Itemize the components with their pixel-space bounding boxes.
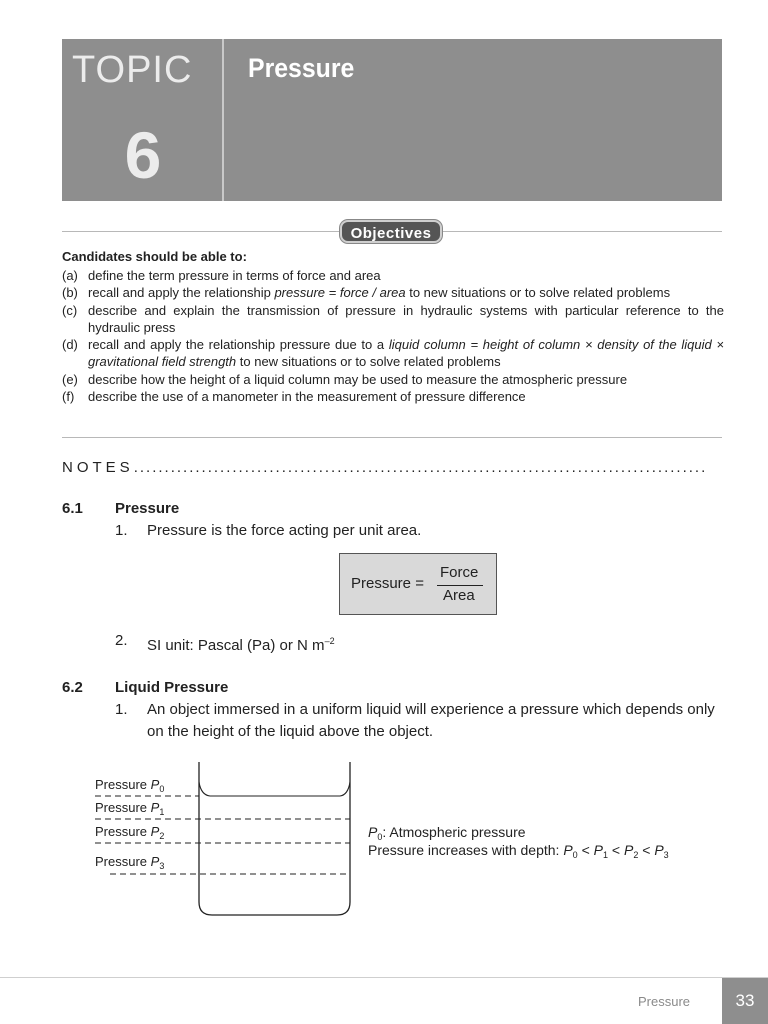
objective-label: (a) xyxy=(62,268,78,283)
formula-denominator: Area xyxy=(443,587,475,604)
notes-heading: NOTES............................................................................................. xyxy=(62,459,708,476)
pressure-label-p0: Pressure $P_0$ xyxy=(95,777,165,794)
objectives-intro: Candidates should be able to: xyxy=(62,249,247,264)
item-text: Pressure is the force acting per unit area. xyxy=(147,522,422,539)
objective-text: describe how the height of a liquid column may be used to measure the atmospheric pressure xyxy=(88,371,628,387)
objectives-end-rule xyxy=(62,437,722,438)
objective-text: define the term pressure in terms of force and area xyxy=(88,268,381,283)
note-item xyxy=(115,699,715,743)
page-number: 33 xyxy=(722,978,768,1024)
objective-item xyxy=(62,284,724,301)
item-text: An object immersed in a uniform liquid will experience a pressure which depends only on the height of the liquid above the object. xyxy=(147,701,715,740)
objective-item xyxy=(62,267,724,284)
footer-chapter: Pressure xyxy=(638,994,691,1009)
pressure-depth-note: Pressure increases with depth: $P_0 < P_1 < P_2 < P_3$ xyxy=(368,842,669,860)
objective-text: recall and apply the relationship pressure = force / area to new situations or to solve related problems xyxy=(88,285,671,301)
pressure-label-p3: Pressure $P_3$ xyxy=(95,854,165,871)
topic-word: TOPIC xyxy=(72,49,193,91)
objective-label: (f) xyxy=(62,389,75,405)
formula-label: Pressure = xyxy=(351,575,424,592)
topic-banner xyxy=(62,39,722,201)
section-title: Liquid Pressure xyxy=(115,679,229,696)
section-number: 6.2 xyxy=(62,679,83,696)
objective-text: recall and apply the relationship pressure due to a liquid column = height of column × density of the liquid × gravitational field strength to new situations or to solve related problems xyxy=(88,337,724,370)
fraction-bar xyxy=(437,585,483,586)
objective-item xyxy=(62,336,724,371)
objective-item xyxy=(62,388,724,405)
topic-number-panel xyxy=(62,39,224,201)
item-number: 1. xyxy=(115,701,128,718)
objective-label: (b) xyxy=(62,285,78,301)
objective-item xyxy=(62,302,724,337)
footer-rule xyxy=(0,977,768,978)
objective-label: (d) xyxy=(62,337,78,353)
atmospheric-pressure-note: $P_0$: Atmospheric pressure xyxy=(368,824,526,842)
objective-item xyxy=(62,371,724,388)
formula-numerator: Force xyxy=(440,564,479,581)
note-item xyxy=(115,630,715,657)
objective-label: (e) xyxy=(62,371,78,387)
objectives-badge: Objectives xyxy=(340,220,442,243)
topic-number: 6 xyxy=(124,118,162,192)
objective-text: describe and explain the transmission of pressure in hydraulic systems with particular reference to the hydraulic press xyxy=(88,302,724,335)
objectives-list xyxy=(62,267,724,405)
pressure-label-p2: Pressure $P_2$ xyxy=(95,824,165,841)
pressure-label-p1: Pressure $P_1$ xyxy=(95,800,165,817)
item-number: 1. xyxy=(115,522,128,539)
item-text: SI unit: Pascal (Pa) or N $m^{-2}$ xyxy=(147,636,335,654)
item-number: 2. xyxy=(115,632,128,649)
note-item xyxy=(115,520,715,542)
objective-label: (c) xyxy=(62,302,78,318)
objective-text: describe the use of a manometer in the measurement of pressure difference xyxy=(88,389,526,405)
section-title: Pressure xyxy=(115,500,180,517)
section-number: 6.1 xyxy=(62,500,83,517)
pressure-formula-box xyxy=(339,553,497,615)
chapter-title: Pressure xyxy=(248,53,355,83)
